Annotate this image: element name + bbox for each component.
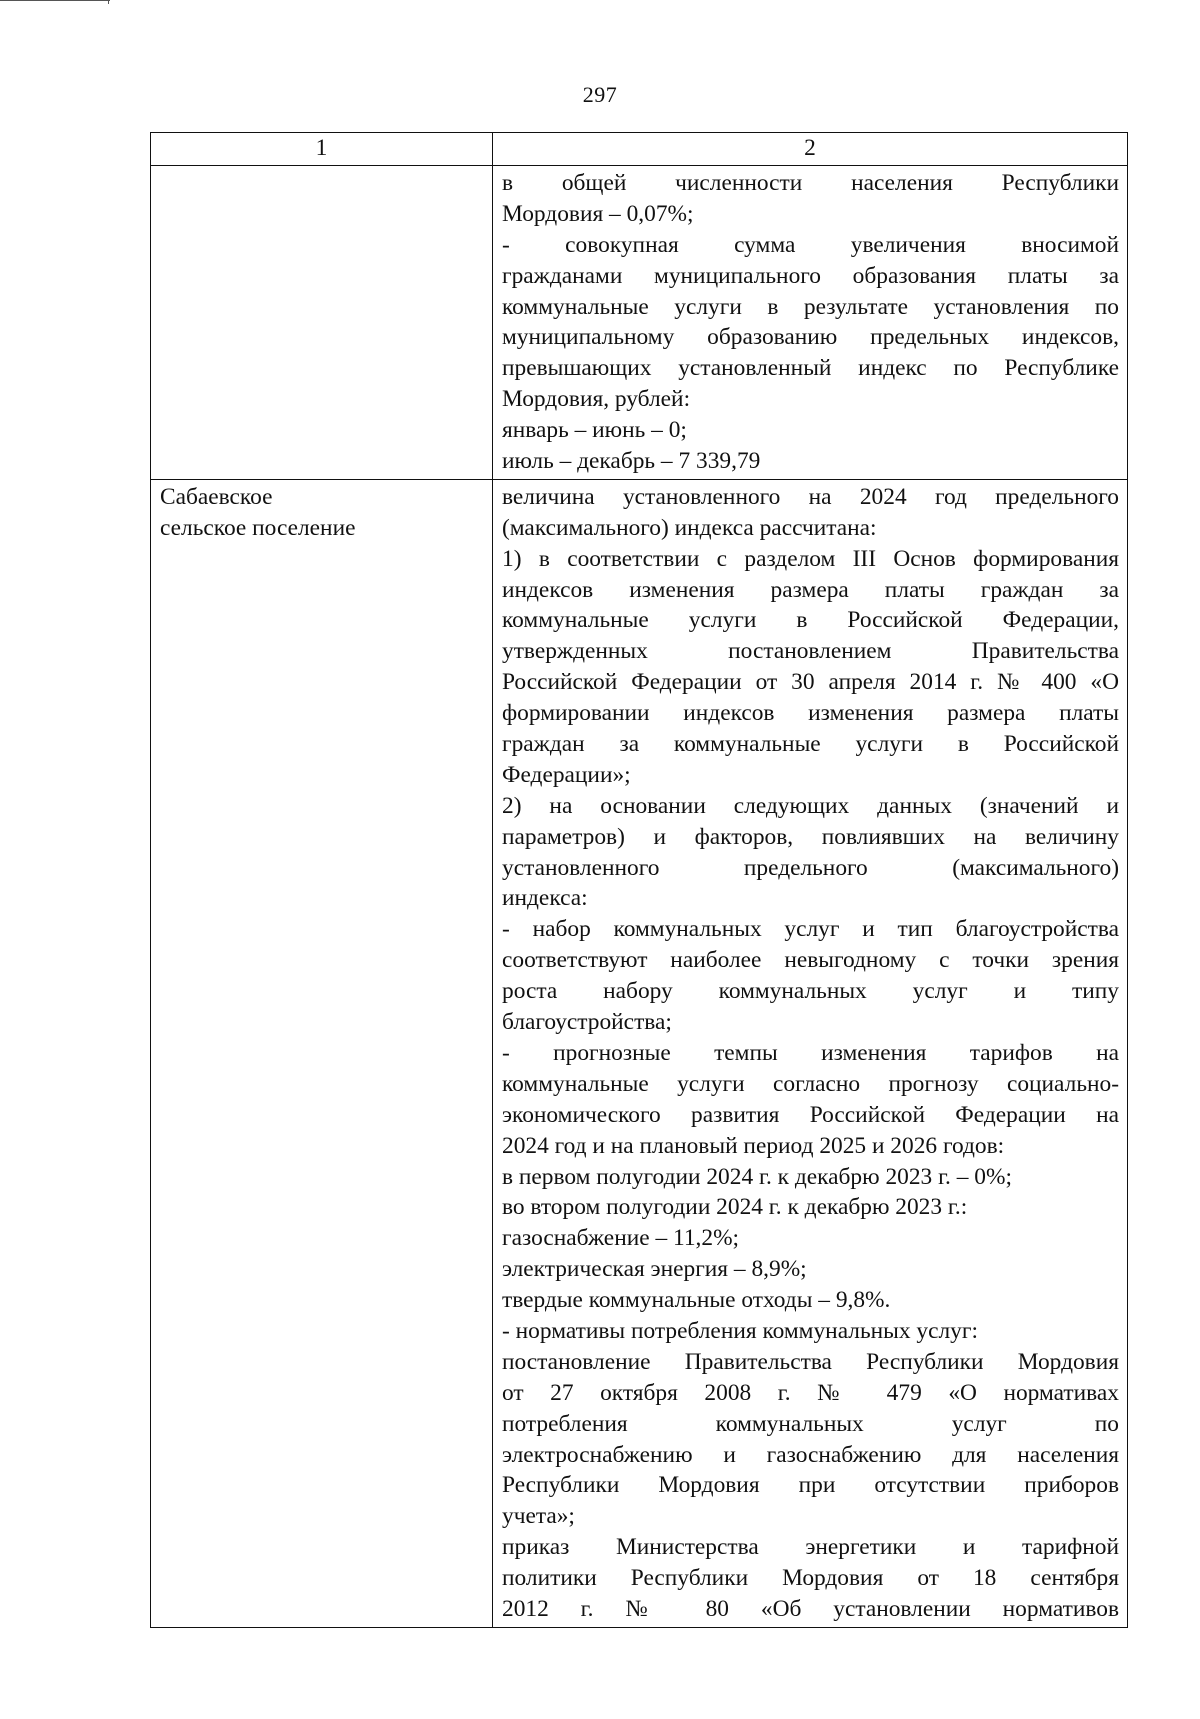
description-text-line: - прогнозные темпы изменения тарифов на [502, 1039, 1119, 1066]
description-text-line: превышающих установленный индекс по Республике [502, 355, 1119, 382]
description-text-line: благоустройства; [502, 1009, 672, 1036]
table-row [151, 166, 1128, 480]
description-text-line: политики Республики Мордовия от 18 сентября [502, 1565, 1119, 1592]
page-number: 297 [582, 82, 618, 107]
table-header-row [151, 133, 1128, 166]
description-text-line: учета»; [502, 1503, 575, 1530]
description-text-line: установленного предельного (максимального) [502, 854, 1119, 881]
description-text-line: соответствуют наиболее невыгодному с точки зрения [502, 947, 1119, 974]
description-text-line: величина установленного на 2024 год предельного [502, 483, 1119, 510]
description-text-line: экономического развития Российской Федерации на [502, 1101, 1119, 1128]
description-text-line: потребления коммунальных услуг по [502, 1410, 1119, 1437]
description-text-line: коммунальные услуги согласно прогнозу социально- [502, 1070, 1119, 1097]
description-text-line: Республики Мордовия при отсутствии приборов [502, 1472, 1119, 1499]
description-text-line: 2) на основании следующих данных (значений и [502, 792, 1119, 819]
description-text-line: - нормативы потребления коммунальных услуг: [502, 1317, 978, 1344]
description-text-line: индекса: [502, 885, 588, 912]
description-text-line: Российской Федерации от 30 апреля 2014 г. № 400 «О [502, 669, 1119, 696]
description-text-line: от 27 октября 2008 г. № 479 «О нормативах [502, 1379, 1119, 1406]
column-header-1: 1 [151, 133, 493, 166]
description-text-line: (максимального) индекса рассчитана: [502, 514, 877, 541]
description-text-line: приказ Министерства энергетики и тарифной [502, 1534, 1119, 1561]
description-cell [493, 479, 1128, 1627]
scan-edge-mark [0, 0, 110, 1]
description-text-line: во втором полугодии 2024 г. к декабрю 2023 г.: [502, 1194, 968, 1221]
description-text-line: - совокупная сумма увеличения вносимой [502, 231, 1119, 258]
description-text-line: январь – июнь – 0; [502, 417, 687, 444]
description-text-line: гражданами муниципального образования платы за [502, 262, 1119, 289]
description-text-line: 2024 год и на плановый период 2025 и 2026 годов: [502, 1132, 1005, 1159]
description-text-line: твердые коммунальные отходы – 9,8%. [502, 1287, 891, 1314]
description-text-line: электроснабжению и газоснабжению для населения [502, 1441, 1119, 1468]
description-cell [493, 166, 1128, 480]
description-text-line: роста набору коммунальных услуг и типу [502, 978, 1119, 1005]
municipality-cell [151, 479, 493, 1627]
description-text-line: параметров) и факторов, повлиявших на величину [502, 823, 1119, 850]
description-text-line: в общей численности населения Республики [502, 170, 1119, 196]
description-text-line: муниципальному образованию предельных индексов, [502, 324, 1119, 351]
description-text-line: Мордовия – 0,07%; [502, 200, 694, 227]
municipality-name-line: сельское поселение [160, 514, 356, 541]
description-text-line: формировании индексов изменения размера платы [502, 700, 1119, 727]
description-text-line: постановление Правительства Республики Мордовия [502, 1348, 1119, 1375]
description-text-line: коммунальные услуги в результате установления по [502, 293, 1119, 320]
municipality-cell [151, 166, 493, 480]
description-text-line: 2012 г. № 80 «Об установлении нормативов [502, 1595, 1119, 1622]
description-text-line: Мордовия, рублей: [502, 386, 691, 413]
column-header-2: 2 [493, 133, 1128, 166]
description-text-line: 1) в соответствии с разделом III Основ формирования [502, 545, 1119, 572]
municipality-name-line: Сабаевское [160, 483, 273, 510]
description-text-line: утвержденных постановлением Правительства [502, 638, 1119, 665]
document-table [150, 132, 1128, 1628]
description-text-line: газоснабжение – 11,2%; [502, 1225, 740, 1252]
description-text-line: граждан за коммунальные услуги в Российской [502, 731, 1119, 758]
description-text-line: индексов изменения размера платы граждан за [502, 576, 1119, 603]
description-text-line: в первом полугодии 2024 г. к декабрю 2023 г. – 0%; [502, 1163, 1012, 1190]
scan-edge-mark [108, 0, 109, 4]
description-text-line: - набор коммунальных услуг и тип благоустройства [502, 916, 1119, 943]
table-row [151, 479, 1128, 1627]
description-text-line: коммунальные услуги в Российской Федерации, [502, 607, 1119, 634]
description-text-line: июль – декабрь – 7 339,79 [502, 448, 761, 475]
description-text-line: электрическая энергия – 8,9%; [502, 1256, 807, 1283]
description-text-line: Федерации»; [502, 761, 631, 788]
